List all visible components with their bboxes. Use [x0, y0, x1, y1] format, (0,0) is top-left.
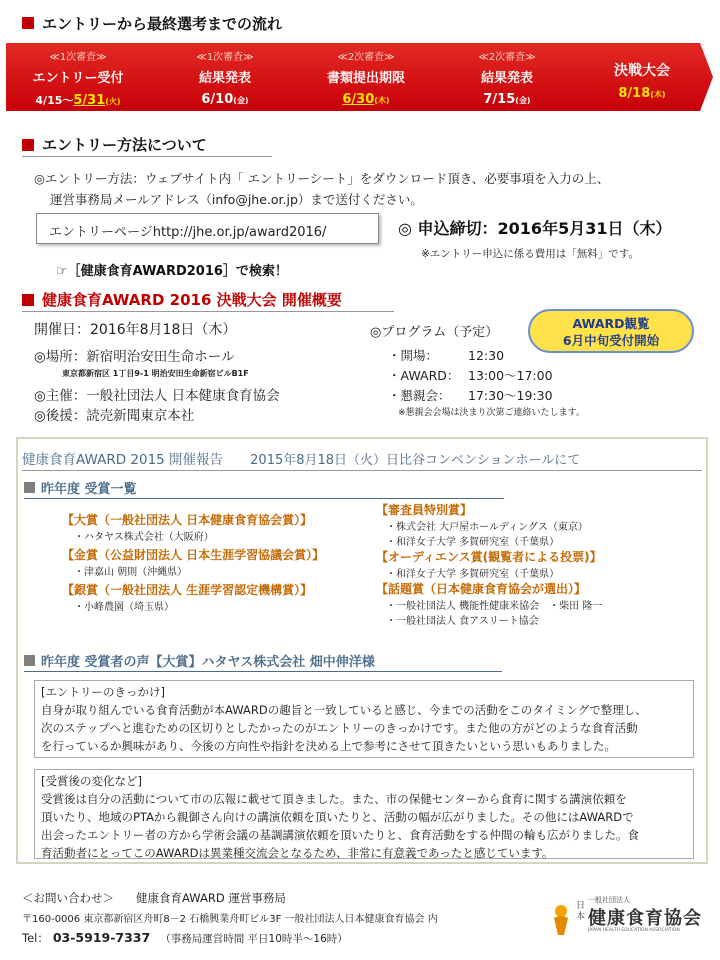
program-item: ・懇親会： 17:30～19:30	[388, 388, 553, 403]
final-support: ◎後援：読売新聞東京本社	[34, 408, 195, 424]
section-marker	[24, 482, 35, 493]
section-marker	[24, 655, 35, 666]
award-item: ・株式会社 大戸屋ホールディングス（東京）	[386, 522, 588, 533]
award-item: ・津嘉山 朝則（沖縄県）	[74, 567, 188, 578]
voice-title: 昨年度 受賞者の声【大賞】ハタヤス株式会社 畑中伸洋様	[24, 651, 502, 672]
program-title: ◎プログラム（予定）	[370, 325, 499, 340]
award-heading: 【大賞（一般社団法人 日本健康食育協会賞）】	[62, 513, 313, 527]
award-viewing-badge: AWARD観覧 6月中旬受付開始	[528, 309, 694, 353]
entry-deadline: ◎ 申込締切：2016年5月31日（木）	[398, 219, 672, 238]
award-item: ・一般社団法人 食アスリート協会	[386, 616, 539, 627]
final-address: 東京都新宿区 1丁目9-1 明治安田生命新宿ビルB1F	[62, 369, 249, 378]
award-item: ・一般社団法人 機能性健康米協会 ・柴田 隆一	[386, 601, 603, 612]
logo-mark-icon	[548, 901, 574, 937]
program-list	[388, 346, 553, 406]
flow-step-1: ≪1次審査≫ エントリー受付 4/15～5/31(火)	[32, 52, 124, 108]
entry-fee-note: ※エントリー申込に係る費用は「無料」です。	[421, 248, 639, 260]
flow-step-3: ≪2次審査≫ 書類提出期限 6/30(木)	[326, 52, 405, 107]
entry-page-url[interactable]: エントリーページhttp://jhe.or.jp/award2016/	[36, 213, 379, 244]
contact-phone[interactable]: 03-5919-7337	[52, 930, 151, 945]
final-host: ◎主催：一般社団法人 日本健康食育協会	[34, 388, 280, 404]
contact-address: 〒160-0006 東京都新宿区舟町8－2 石橋興業舟町ビル3F 一般社団法人日本健康食育協会 内	[22, 914, 438, 925]
flow-step-2: ≪1次審査≫ 結果発表 6/10(金)	[196, 52, 254, 107]
flow-step-5: 決戦大会 8/18(木)	[614, 63, 670, 101]
award-heading: 【オーディエンス賞(観覧者による投票)】	[376, 550, 602, 564]
final-section-title: 健康食育AWARD 2016 決戦大会 開催概要	[22, 290, 394, 312]
voice-after-award: [受賞後の変化など] 受賞後は自分の活動について市の広報に載せて頂きました。また、市の保健センターから食育に関する講演依頼を 頂いたり、地域のPTAから親御さん向けの講演依頼を頂いたりと、活動の幅が広がりました。その他にはAWARDで 出会ったエントリー者の方から学術会議の基調講演依頼を頂いたりと、食育活動をする仲間の輪も広がりました。食 育活動者にとってこのAWARDは異業種交流会となるため、非常に有意義であったと感じています。	[34, 769, 694, 859]
flow-step-4: ≪2次審査≫ 結果発表 7/15(金)	[478, 52, 536, 107]
voice-entry-reason: [エントリーのきっかけ] 自身が取り組んでいる食育活動が本AWARDの趣旨と一致していると感じ、今までの活動をこのタイミングで整理し、 次のステップへと進むための区切りとしたかったのがエントリーのきっかけです。また他の方がどのような食育活動 を行っているか興味があり、今後の方向性や指針を決める上で参考にさせて頂きたいという思いもありました。	[34, 680, 694, 758]
contact-header: ＜お問い合わせ＞ 健康食育AWARD 運営事務局	[22, 891, 286, 905]
left-awards	[62, 511, 392, 613]
report-header: 健康食育AWARD 2015 開催報告 2015年8月18日（火）日比谷コンベンションホールにて	[22, 448, 702, 471]
program-item: ・AWARD： 13:00～17:00	[388, 368, 553, 383]
award-item: ・ハタヤス株式会社（大阪府）	[74, 532, 214, 543]
program-item: ・開場： 12:30	[388, 348, 505, 363]
award-item: ・和洋女子大学 多賀研究室（千葉県）	[386, 569, 560, 580]
award-heading: 【審査員特別賞】	[376, 503, 473, 517]
entry-method-text: ◎エントリー方法：ウェブサイト内「 エントリーシート」をダウンロード頂き、必要事項を入力の上、 運営事務局メールアドレス（info@jhe.or.jp）まで送付ください。	[34, 171, 610, 207]
section-marker	[22, 139, 34, 151]
final-date: 開催日：2016年8月18日（木）	[34, 322, 237, 338]
association-logo: 日本 一般社団法人 健康食育協会 JAPAN HEALTH EDUCATION ASSOCIATION	[548, 893, 713, 945]
winners-title: 昨年度 受賞一覧	[24, 478, 504, 499]
entry-section-title: エントリー方法について	[22, 135, 272, 157]
award-heading: 【銀賞（一般社団法人 生涯学習認定機構賞）】	[62, 583, 313, 597]
program-note: ※懇親会会場は決まり次第ご連絡いたします。	[398, 408, 585, 418]
final-place: ◎場所：新宿明治安田生命ホール	[34, 349, 235, 365]
award-item: ・和洋女子大学 多賀研究室（千葉県）	[386, 537, 560, 548]
search-hint: ☞［健康食育AWARD2016］で検索！	[56, 264, 288, 279]
section-marker	[22, 294, 34, 306]
contact-tel-row: Tel： 03-5919-7337 （事務局運営時間 平日10時半～16時）	[22, 930, 348, 945]
award-heading: 【話題賞（日本健康食育協会が選出）】	[376, 582, 587, 596]
right-awards	[376, 501, 696, 627]
report-box	[16, 437, 708, 864]
award-item: ・小峰農園（埼玉県）	[74, 602, 174, 613]
award-heading: 【金賞（公益財団法人 日本生涯学習協議会賞）】	[62, 548, 325, 562]
flow-section-title: エントリーから最終選考までの流れ	[22, 13, 282, 33]
